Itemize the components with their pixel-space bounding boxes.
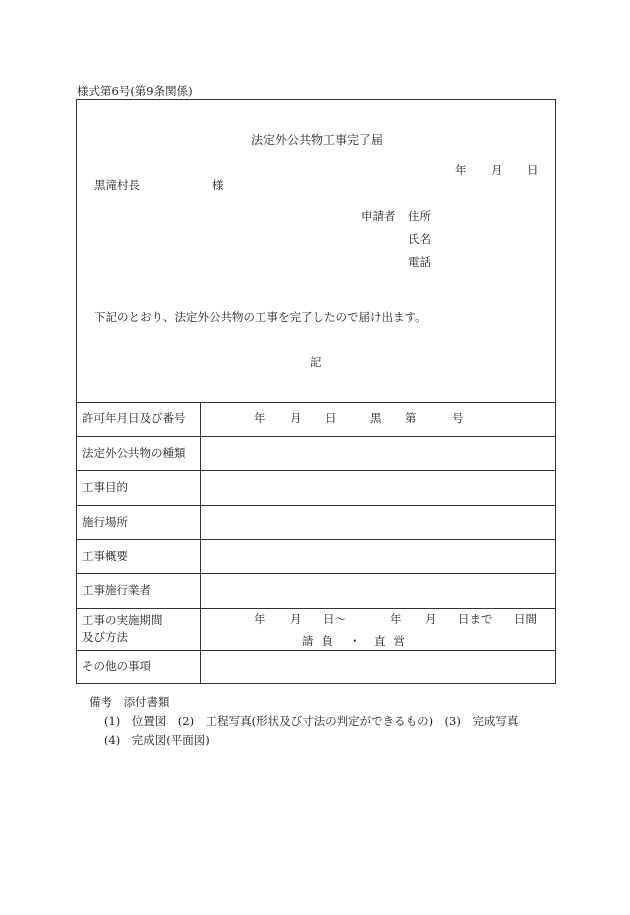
row-label-location: 施行場所	[82, 515, 128, 529]
period-days: 日間	[514, 612, 537, 626]
row-label-type: 法定外公共物の種類	[82, 446, 186, 460]
permit-go: 号	[452, 411, 464, 425]
row-label-other: その他の事項	[82, 659, 151, 673]
date-day: 日	[527, 163, 539, 177]
column-divider	[200, 402, 201, 684]
addressee-honorific: 様	[212, 178, 224, 192]
row-divider	[76, 650, 556, 651]
period-end-year: 年	[390, 612, 402, 626]
method-separator: ・	[349, 634, 361, 648]
row-divider	[76, 470, 556, 471]
period-start-month: 月	[290, 612, 302, 626]
row-divider	[76, 436, 556, 437]
period-start-day: 日〜	[323, 612, 346, 626]
row-divider	[76, 402, 556, 403]
notes-heading: 備考 添付書類	[89, 695, 170, 709]
notes-line-1: (1) 位置図 (2) 工程写真(形状及び寸法の判定ができるもの) (3) 完成写真	[104, 714, 519, 728]
permit-kuro: 黒	[370, 411, 382, 425]
row-divider	[76, 505, 556, 506]
row-label-permit: 許可年月日及び番号	[82, 411, 186, 425]
permit-dai: 第	[405, 411, 417, 425]
row-label-overview: 工事概要	[82, 549, 128, 563]
row-label-purpose: 工事目的	[82, 480, 128, 494]
date-month: 月	[491, 163, 503, 177]
period-end-month: 月	[425, 612, 437, 626]
applicant-label: 申請者	[361, 209, 396, 223]
row-label-period-1: 工事の実施期間	[82, 613, 163, 627]
row-divider	[76, 539, 556, 540]
addressee-name: 黒滝村長	[94, 178, 140, 192]
applicant-phone-label: 電話	[408, 255, 431, 269]
permit-day: 日	[325, 411, 337, 425]
form-title: 法定外公共物工事完了届	[251, 133, 384, 147]
row-label-contractor: 工事施行業者	[82, 583, 151, 597]
period-start-year: 年	[254, 612, 266, 626]
applicant-name-label: 氏名	[408, 232, 431, 246]
method-ukeoi: 請負	[302, 634, 341, 648]
date-year: 年	[455, 163, 467, 177]
ki-heading: 記	[310, 355, 322, 369]
permit-year: 年	[254, 411, 266, 425]
applicant-address-label: 住所	[408, 209, 431, 223]
row-divider	[76, 608, 556, 609]
method-chokuei: 直営	[374, 634, 413, 648]
notes-line-2: (4) 完成図(平面図)	[104, 733, 210, 747]
row-divider	[76, 573, 556, 574]
form-number: 様式第6号(第9条関係)	[77, 84, 193, 98]
permit-month: 月	[290, 411, 302, 425]
row-label-period-2: 及び方法	[82, 630, 128, 644]
period-end-day: 日まで	[458, 612, 493, 626]
statement: 下記のとおり、法定外公共物の工事を完了したので届け出ます。	[94, 310, 427, 324]
